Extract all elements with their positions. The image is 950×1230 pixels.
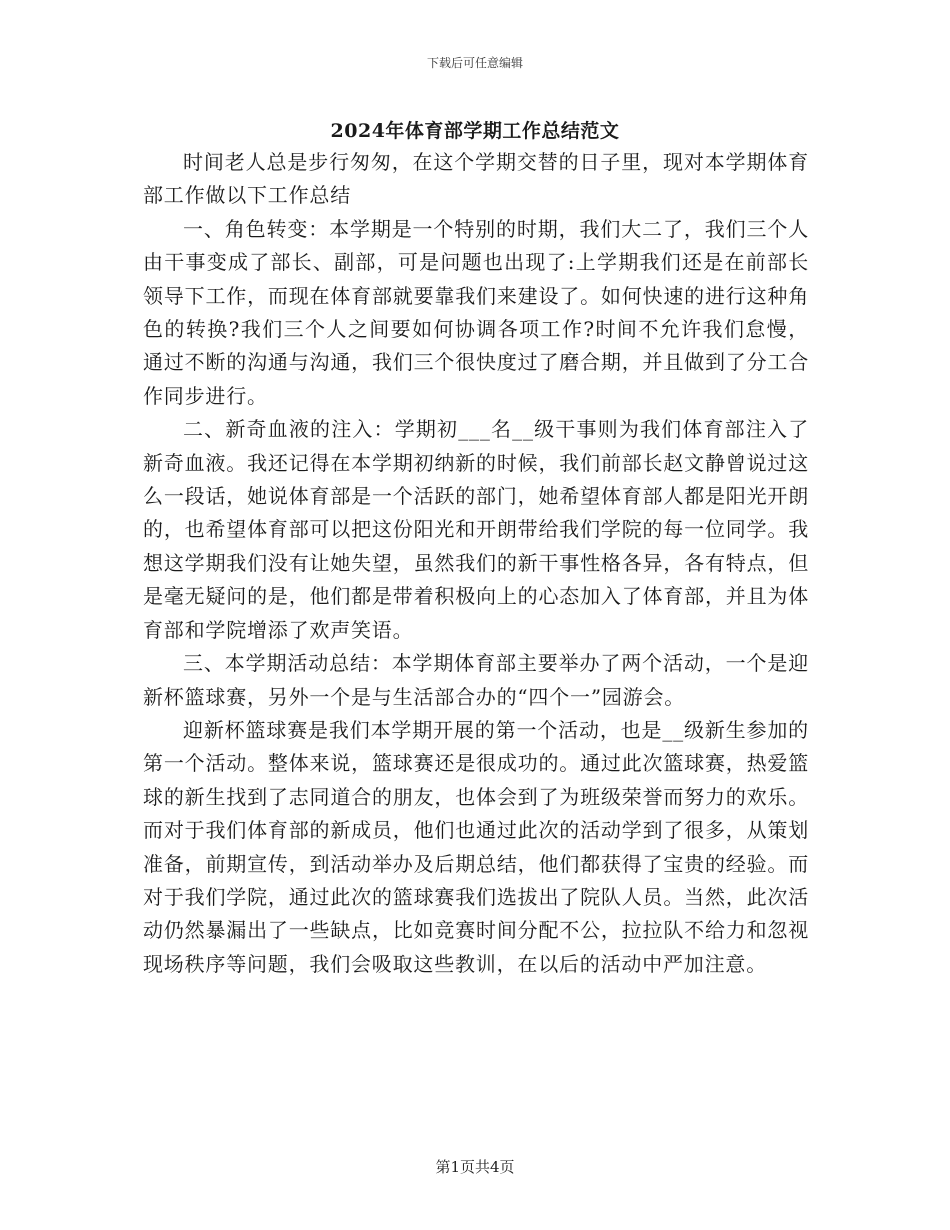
paragraph-basketball-game: 迎新杯篮球赛是我们本学期开展的第一个活动，也是__级新生参加的第一个活动。整体来说，篮球赛还是很成功的。通过此次篮球赛，热爱篮球的新生找到了志同道合的朋友，也体会到了为班级荣誉而努力的欢乐。而对于我们体育部的新成员，他们也通过此次的活动学到了很多，从策划准备，前期宣传，到活动举办及后期总结，他们都获得了宝贵的经验。而对于我们学院，通过此次的篮球赛我们选拔出了院队人员。当然，此次活动仍然暴漏出了一些缺点，比如竞赛时间分配不公，拉拉队不给力和忽视现场秩序等问题，我们会吸取这些教训，在以后的活动中严加注意。 <box>143 717 809 976</box>
page-header-note: 下载后可任意编辑 <box>426 56 523 70</box>
document-title: 2024年体育部学期工作总结范文 <box>330 120 620 142</box>
paragraph-new-members: 二、新奇血液的注入：学期初___名__级干事则为我们体育部注入了新奇血液。我还记得在本学期初纳新的时候，我们前部长赵文静曾说过这么一段话，她说体育部是一个活跃的部门，她希望体育部人都是阳光开朗的，也希望体育部可以把这份阳光和开朗带给我们学院的每一位同学。我想这学期我们没有让她失望，虽然我们的新干事性格各异，各有特点，但是毫无疑问的是，他们都是带着积极向上的心态加入了体育部，并且为体育部和学院增添了欢声笑语。 <box>143 417 809 642</box>
page-number-footer: 第1页共4页 <box>435 1158 515 1176</box>
paragraph-role-change: 一、角色转变：本学期是一个特别的时期，我们大二了，我们三个人由干事变成了部长、副部，可是问题也出现了:上学期我们还是在前部长领导下工作，而现在体育部就要靠我们来建设了。如何快速的进行这种角色的转换?我们三个人之间要如何协调各项工作?时间不允许我们怠慢，通过不断的沟通与沟通，我们三个很快度过了磨合期，并且做到了分工合作同步进行。 <box>143 216 809 408</box>
paragraph-activities-summary: 三、本学期活动总结：本学期体育部主要举办了两个活动，一个是迎新杯篮球赛，另外一个是与生活部合办的“四个一”园游会。 <box>143 651 809 709</box>
document-body <box>143 146 809 981</box>
paragraph-intro: 时间老人总是步行匆匆，在这个学期交替的日子里，现对本学期体育部工作做以下工作总结 <box>143 150 809 208</box>
